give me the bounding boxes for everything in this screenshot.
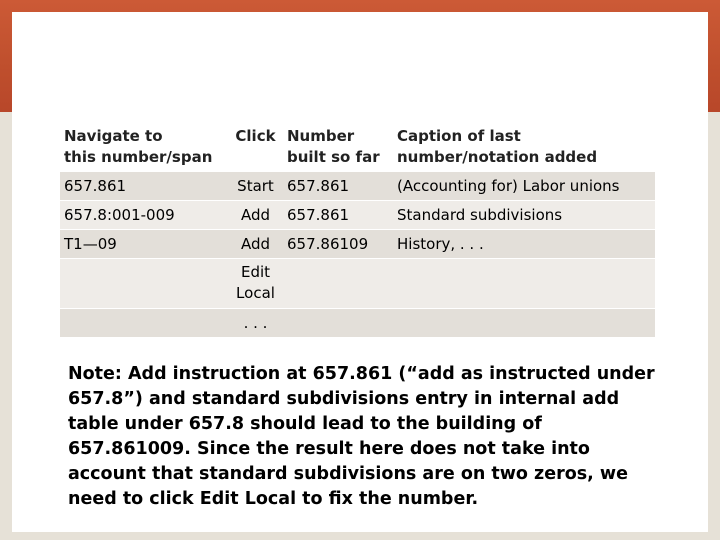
header-number: Number built so far — [287, 127, 380, 166]
cell-caption: History, . . . — [393, 230, 655, 259]
header-navigate: Navigate to this number/span — [64, 127, 213, 166]
cell-number — [283, 259, 393, 309]
cell-navigate: T1—09 — [60, 230, 228, 259]
oclc-logo-text: OCLC™ — [636, 54, 681, 68]
cell-click: Add — [228, 201, 283, 230]
cell-click: . . . — [228, 309, 283, 338]
title-line-2: History of accounting for labor unions — [40, 65, 448, 87]
oclc-logo-icon — [616, 52, 634, 70]
cell-caption: Standard subdivisions — [393, 201, 655, 230]
note-paragraph: Note: Add instruction at 657.861 (“add as instructed under 657.8”) and standard subdivisions entry in internal add table under 657.8 should lead to the building of 657.861009. Since the result here does not take into account that standard subdivisions are on two zeros, we need to click Edit Local to fix the number. — [68, 364, 655, 509]
slide-title — [40, 34, 448, 90]
header-click: Click — [235, 127, 276, 145]
cell-number: 657.86109 — [283, 230, 393, 259]
cell-navigate — [60, 309, 228, 338]
cell-click — [228, 259, 283, 309]
header-caption: Caption of last number/notation added — [397, 127, 598, 166]
table-row — [60, 230, 655, 259]
cell-number — [283, 309, 393, 338]
cell-number: 657.861 — [283, 201, 393, 230]
cell-caption — [393, 259, 655, 309]
cell-navigate: 657.861 — [60, 172, 228, 201]
cell-caption — [393, 309, 655, 338]
cell-number: 657.861 — [283, 172, 393, 201]
cell-caption: (Accounting for) Labor unions — [393, 172, 655, 201]
edit-local-label: Edit Local — [236, 263, 275, 302]
table-row — [60, 201, 655, 230]
oclc-logo — [616, 52, 681, 70]
table-row — [60, 172, 655, 201]
table-header-row — [60, 126, 655, 172]
table-row — [60, 309, 655, 338]
number-building-table — [60, 126, 655, 338]
cell-click: Start — [228, 172, 283, 201]
cell-click: Add — [228, 230, 283, 259]
cell-navigate: 657.8:001-009 — [60, 201, 228, 230]
cell-navigate — [60, 259, 228, 309]
title-line-1: Process of building 657.861009 (1) — [40, 37, 416, 59]
table-row — [60, 259, 655, 309]
